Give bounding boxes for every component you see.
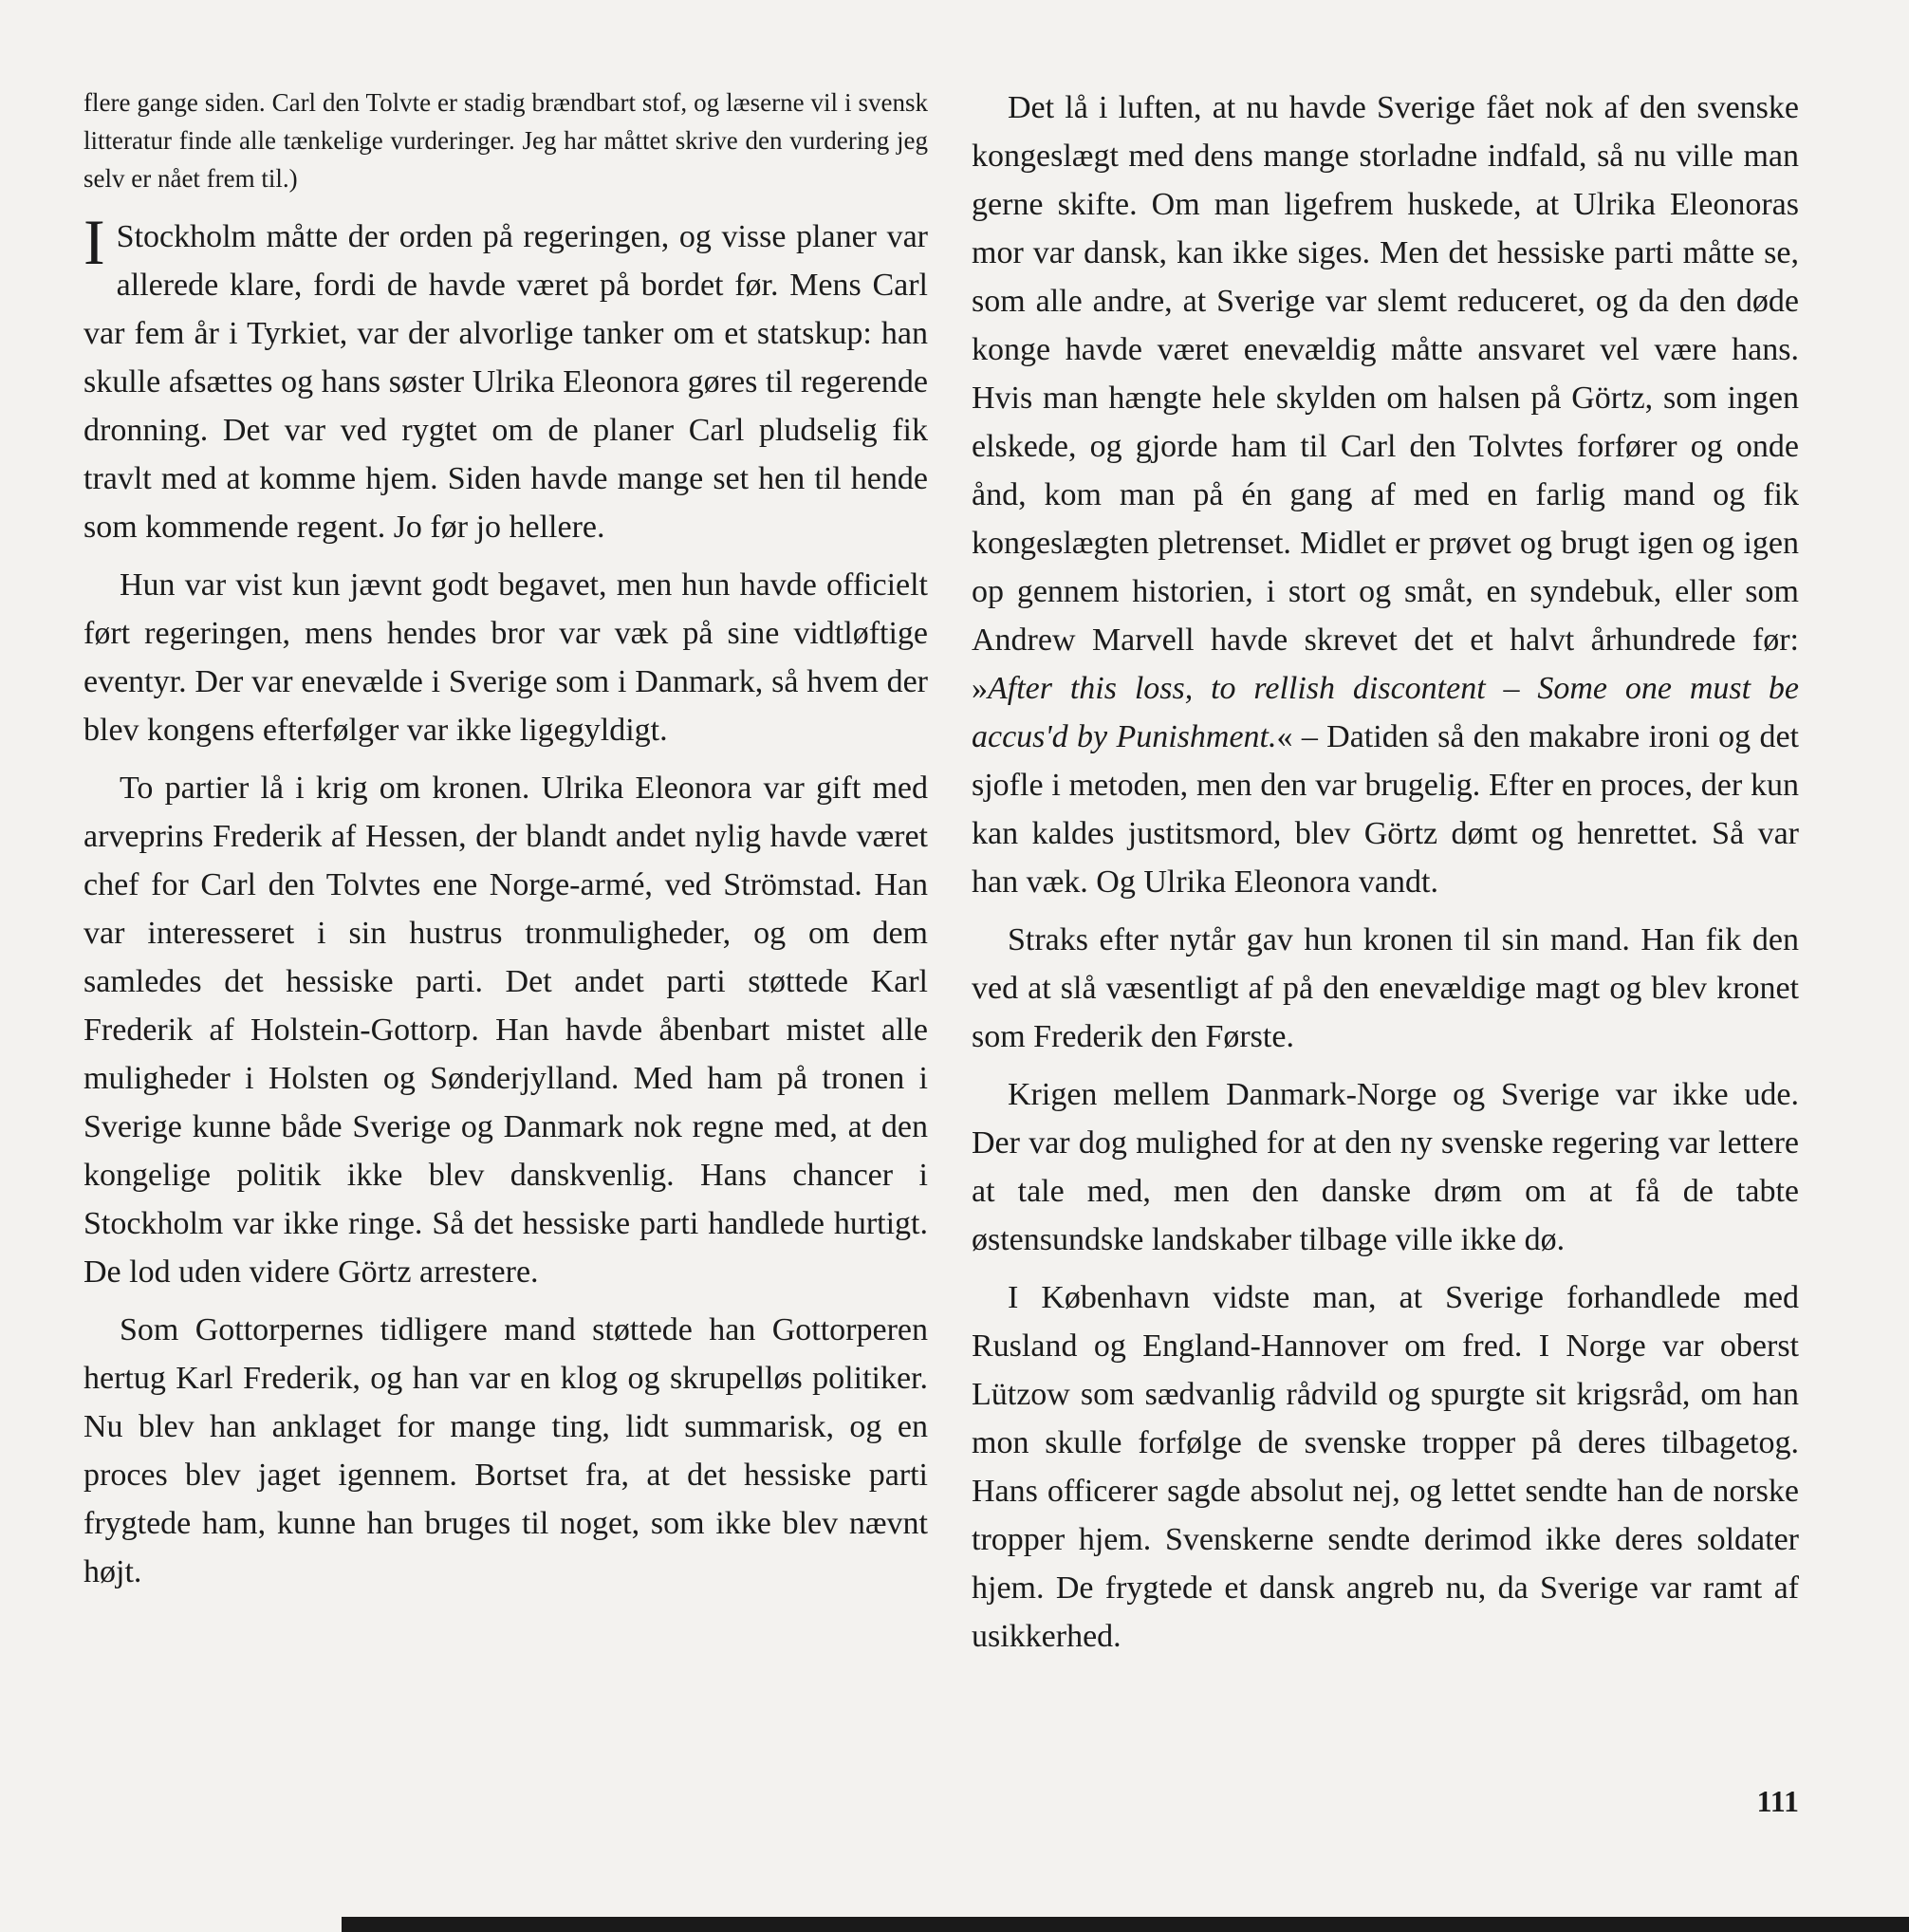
paragraph-to-partier: To partier lå i krig om kronen. Ulrika Eleonora var gift med arveprins Frederik af Hessen, der blandt andet nylig havde været chef for Carl den Tolvtes ene Norge-armé, ved Strömstad. Han var interesseret i sin hustrus tronmuligheder, og om dem samledes det hessiske parti. Det andet parti støttede Karl Frederik af Holstein-Gottorp. Han havde åbenbart mistet alle muligheder i Holsten og Sønderjylland. Med ham på tronen i Sverige kunne både Sverige og Danmark nok regne med, at den kongelige politik ikke blev danskvenlig. Hans chancer i Stockholm var ikke ringe. Så det hessiske parti handlede hurtigt. De lod uden videre Görtz arrestere. [83,771,928,1290]
footnote-continuation: flere gange siden. Carl den Tolvte er stadig brændbart stof, og læserne vil i svensk litteratur finde alle tænkelige vurderinger. Jeg har måttet skrive den vurdering jeg selv er nået frem til.) [83,88,928,193]
paragraph-i-kobenhavn: I København vidste man, at Sverige forhandlede med Rusland og England-Hannover om fred. I Norge var oberst Lützow som sædvanlig rådvild og spurgte sit krigsråd, om han mon skulle forfølge de svenske tropper på deres tilbagetog. Hans officerer sagde absolut nej, og lettet sendte han de norske tropper hjem. Svenskerne sendte derimod ikke deres soldater hjem. De frygtede et dansk angreb nu, da Sverige var ramt af usikkerhed. [972,1280,1799,1654]
paragraph-straks-efter: Straks efter nytår gav hun kronen til sin mand. Han fik den ved at slå væsentligt af på den enevældige magt og blev kronet som Frederik den Første. [972,922,1799,1054]
paragraph-hun-var: Hun var vist kun jævnt godt begavet, men hun havde officielt ført regeringen, mens hendes bror var væk på sine vidtløftige eventyr. Der var enevælde i Sverige som i Danmark, så hvem der blev kongens efterfølger var ikke ligegyldigt. [83,567,928,748]
paragraph-text: Stockholm måtte der orden på regeringen, og visse planer var allerede klare, fordi de havde været på bordet før. Mens Carl var fem år i Tyrkiet, var der alvorlige tanker om et statskup: han skulle afsættes og hans søster Ulrika Eleonora gøres til regerende dronning. Det var ved rygtet om de planer Carl pludselig fik travlt med at komme hjem. Siden havde mange set hen til hende som kommende regent. Jo før jo hellere. [83,219,928,545]
paragraph-det-la-i-luften [972,84,1799,906]
paragraph-text: Det lå i luften, at nu havde Sverige fået nok af den svenske kongeslægt med dens mange storladne indfald, så nu ville man gerne skifte. Om man ligefrem huskede, at Ulrika Eleonoras mor var dansk, kan ikke siges. Men det hessiske parti måtte se, som alle andre, at Sverige var slemt reduceret, og da den døde konge havde været enevældig måtte ansvaret vel være hans. Hvis man hængte hele skylden om halsen på Görtz, som ingen elskede, og gjorde ham til Carl den Tolvtes forfører og onde ånd, kom man på én gang af med en farlig mand og fik kongeslægten pletrenset. Midlet er prøvet og brugt igen og igen op gennem historien, i stort og småt, en syndebuk, eller som Andrew Marvell havde skrevet det et halvt århundrede før: » [972,90,1799,706]
paragraph-som-gottorpernes: Som Gottorpernes tidligere mand støttede han Gottorperen hertug Karl Frederik, og han var en klog og skrupelløs politiker. Nu blev han anklaget for mange ting, lidt summarisk, og en proces blev jaget igennem. Bortset fra, at det hessiske parti frygtede ham, kunne han bruges til noget, som ikke blev nævnt højt. [83,1312,928,1589]
paragraph-krigen-mellem: Krigen mellem Danmark-Norge og Sverige var ikke ude. Der var dog mulighed for at den ny svenske regering var lettere at tale med, men den danske drøm om at få de tabte østensundske landskaber tilbage ville ikke dø. [972,1077,1799,1257]
paragraph-stockholm [83,206,928,551]
marvell-quote: After this loss, to rellish discontent – Some one must be accus'd by Punishment. [972,671,1799,754]
right-column [972,84,1799,1670]
scan-edge [342,1917,1909,1932]
page-number: 111 [1756,1784,1799,1818]
left-column [83,84,928,1606]
paragraph-text: « – Datiden så den makabre ironi og det sjofle i metoden, men den var brugelig. Efter en proces, der kun kan kaldes justitsmord, blev Görtz dømt og henrettet. Så var han væk. Og Ulrika Eleonora vandt. [972,719,1799,900]
drop-cap-initial: I [83,206,105,278]
